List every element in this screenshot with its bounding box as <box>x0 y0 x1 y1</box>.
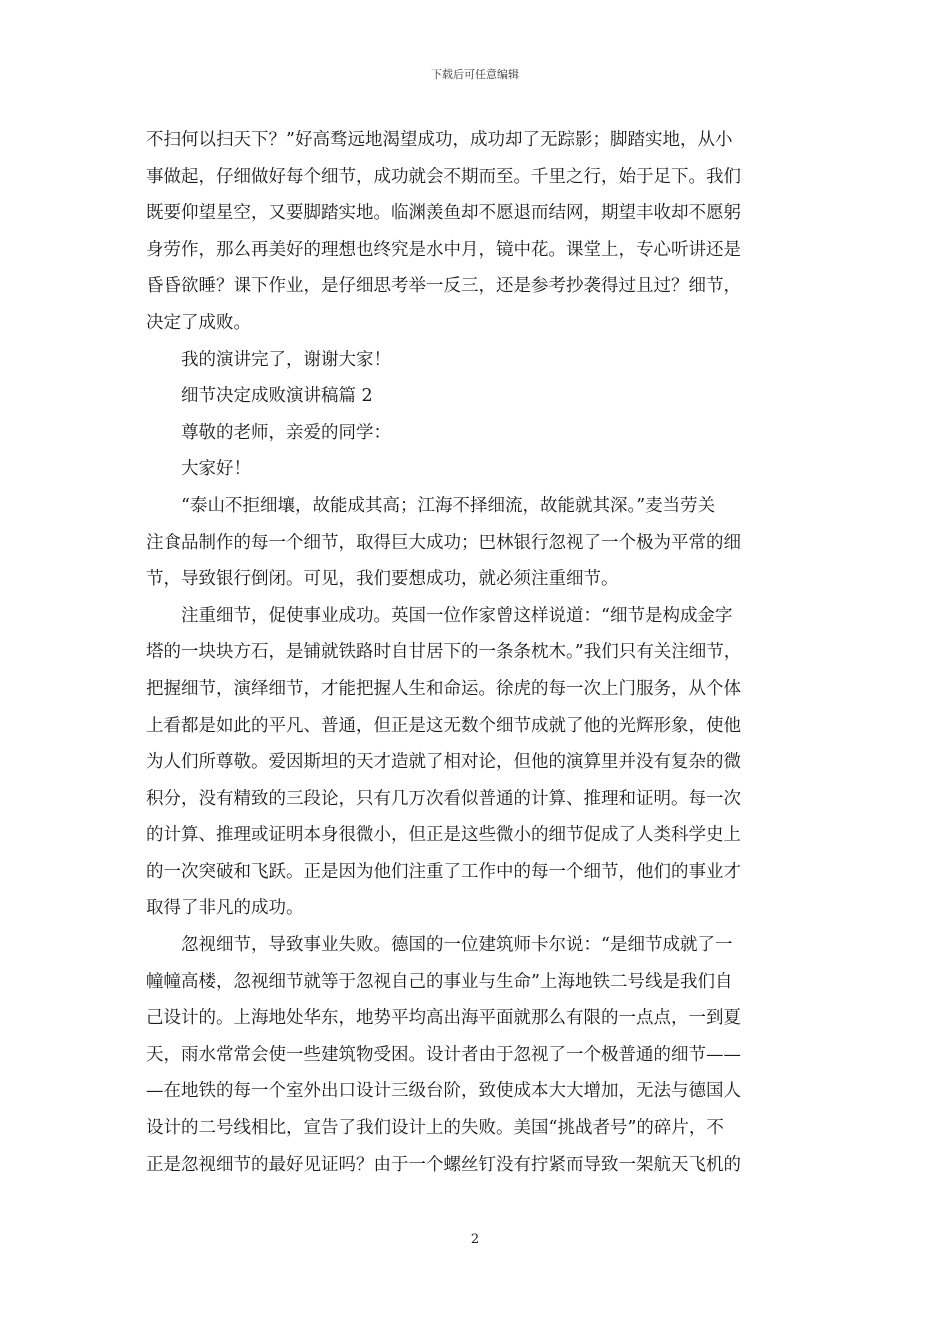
text-line: 把握细节，演绎细节，才能把握人生和命运。徐虎的每一次上门服务，从个体 <box>146 678 741 699</box>
text-line: 积分，没有精致的三段论，只有几万次看似普通的计算、推理和证明。每一次 <box>146 788 741 809</box>
text-line: 节，导致银行倒闭。可见，我们要想成功，就必须注重细节。 <box>146 569 619 590</box>
paragraph <box>146 598 808 927</box>
paragraph <box>146 451 808 488</box>
paragraph <box>146 378 808 415</box>
paragraph <box>146 415 808 452</box>
text-line: 取得了非凡的成功。 <box>146 898 304 919</box>
text-line: 尊敬的老师，亲爱的同学： <box>181 422 391 443</box>
text-line: 细节决定成败演讲稿篇 2 <box>181 386 373 407</box>
text-line: 己设计的。上海地处华东，地势平均高出海平面就那么有限的一点点，一到夏 <box>146 1008 741 1029</box>
text-line: 塔的一块块方石，是铺就铁路时自甘居下的一条条枕木。”我们只有关注细节， <box>146 642 742 663</box>
text-line: 注重细节，促使事业成功。英国一位作家曾这样说道：“细节是构成金字 <box>181 605 733 626</box>
text-line: 我的演讲完了，谢谢大家！ <box>181 349 391 370</box>
text-line: 事做起，仔细做好每个细节，成功就会不期而至。千里之行，始于足下。我们 <box>146 166 741 187</box>
text-line: 的一次突破和飞跃。正是因为他们注重了工作中的每一个细节，他们的事业才 <box>146 861 741 882</box>
text-line: 既要仰望星空，又要脚踏实地。临渊羡鱼却不愿退而结网，期望丰收却不愿躬 <box>146 203 741 224</box>
text-line: 身劳作，那么再美好的理想也终究是水中月，镜中花。课堂上，专心听讲还是 <box>146 239 741 260</box>
text-line: 为人们所尊敬。爱因斯坦的天才造就了相对论，但他的演算里并没有复杂的微 <box>146 752 741 773</box>
text-line: 上看都是如此的平凡、普通，但正是这无数个细节成就了他的光辉形象，使他 <box>146 715 741 736</box>
paragraph <box>146 122 808 342</box>
paragraph <box>146 342 808 379</box>
paragraph <box>146 488 808 598</box>
page-header: 下载后可任意编辑 <box>431 68 519 81</box>
text-line: 决定了成败。 <box>146 312 251 333</box>
text-line: 设计的二号线相比，宣告了我们设计上的失败。美国“挑战者号”的碎片，不 <box>146 1118 724 1139</box>
text-line: 幢幢高楼，忽视细节就等于忽视自己的事业与生命”上海地铁二号线是我们自 <box>146 971 733 992</box>
text-line: “泰山不拒细壤，故能成其高；江海不择细流，故能就其深。”麦当劳关 <box>181 495 716 516</box>
text-line: 不扫何以扫天下？”好高骛远地渴望成功，成功却了无踪影；脚踏实地，从小 <box>146 130 733 150</box>
page-number: 2 <box>470 1232 480 1247</box>
text-line: —在地铁的每一个室外出口设计三级台阶，致使成本大大增加，无法与德国人 <box>146 1081 741 1102</box>
paragraph <box>146 927 808 1183</box>
text-line: 昏昏欲睡？课下作业，是仔细思考举一反三，还是参考抄袭得过且过？细节， <box>146 276 741 297</box>
text-line: 忽视细节，导致事业失败。德国的一位建筑师卡尔说：“是细节成就了一 <box>181 935 733 956</box>
document-body <box>146 122 808 1183</box>
text-line: 天，雨水常常会使一些建筑物受困。设计者由于忽视了一个极普通的细节—— <box>146 1044 741 1065</box>
text-line: 正是忽视细节的最好见证吗？由于一个螺丝钉没有拧紧而导致一架航天飞机的 <box>146 1154 741 1175</box>
text-line: 注食品制作的每一个细节，取得巨大成功；巴林银行忽视了一个极为平常的细 <box>146 532 741 553</box>
text-line: 大家好！ <box>181 459 251 480</box>
text-line: 的计算、推理或证明本身很微小，但正是这些微小的细节促成了人类科学史上 <box>146 825 741 846</box>
